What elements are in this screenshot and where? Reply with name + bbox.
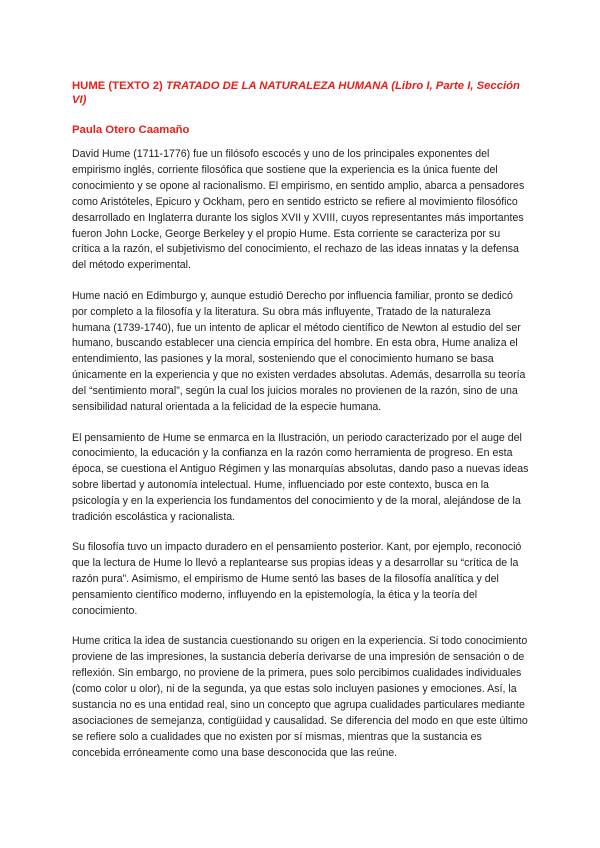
paragraph-enlightenment-context: El pensamiento de Hume se enmarca en la Ilustración, un periodo caracterizado por el auge del conocimiento, la educación y la confianza en la razón como herramienta de progreso. En esta época, se cuestiona el Antiguo Régimen y las monarquías absolutas, dando paso a nuevas ideas sobre libertad y autonomía intelectual. Hume, influenciado por este contexto, busca en la psicología y en la experiencia los fundamentos del conocimiento y de la moral, alejándose de la tradición escolástica y racionalista.: [72, 431, 529, 524]
paragraph-hume-biography: Hume nació en Edimburgo y, aunque estudió Derecho por influencia familiar, pronto se dedicó por completo a la filosofía y la literatura. Su obra más influyente, Tratado de la naturaleza humana (1739-1740), fue un intento de aplicar el método científico de Newton al estudio del ser humano, buscando establecer una ciencia empírica del hombre. En esta obra, Hume analiza el entendimiento, las pasiones y la moral, sosteniendo que el conocimiento humano se basa únicamente en la experiencia y que no existen verdades absolutas. Además, desarrolla su teoría del “sentimiento moral”, según la cual los juicios morales no provienen de la razón, sino de una sensibilidad natural orientada a la felicidad de la especie humana.: [72, 289, 526, 414]
paragraph-empiricism-intro: David Hume (1711-1776) fue un filósofo escocés y uno de los principales exponentes del empirismo inglés, corriente filosófica que sostiene que la experiencia es la única fuente del conocimiento y se opone al racionalismo. El empirismo, en sentido amplio, abarca a pensadores como Aristóteles, Epicuro y Ockham, pero en sentido estricto se refiere al movimiento filosófico desarrollado en Inglaterra durante los siglos XVII y XVIII, cuyos representantes más importantes fueron John Locke, George Berkeley y el propio Hume. Esta corriente se caracteriza por su crítica a la razón, el subjetivismo del conocimiento, el rechazo de las ideas innatas y la defensa del método experimental.: [72, 148, 525, 272]
title-section-reference: (Libro I, Parte I, Sección VI): [72, 80, 520, 106]
title-work-name: TRATADO DE LA NATURALEZA HUMANA: [165, 80, 389, 92]
title-prefix: HUME (TEXTO 2): [72, 80, 166, 92]
page-content: [72, 80, 530, 776]
author-name: Paula Otero Caamaño: [72, 124, 190, 136]
document-title: [72, 80, 530, 107]
paragraph-substance-critique: Hume critica la idea de sustancia cuestionando su origen en la experiencia. Si todo conocimiento proviene de las impresiones, la sustancia debería derivarse de una impresión de sensación o de reflexión. Sin embargo, no proviene de la primera, pues solo percibimos cualidades individuales (como color u olor), ni de la segunda, ya que estas solo incluyen pasiones y emociones. Así, la sustancia no es una entidad real, sino un concepto que agrupa cualidades particulares mediante asociaciones de semejanza, contigüidad y causalidad. Se diferencia del modo en que este último se refiere solo a cualidades que no existen por sí mismas, mientras que la sustancia es concebida erróneamente como una base desconocida que las reúne.: [72, 635, 528, 759]
paragraph-influence: Su filosofía tuvo un impacto duradero en el pensamiento posterior. Kant, por ejemplo, reconoció que la lectura de Hume lo llevó a replantearse sus propias ideas y a desarrollar su “crítica de la razón pura”. Asimismo, el empirismo de Hume sentó las bases de la filosofía analítica y del pensamiento científico moderno, influyendo en la epistemología, la ética y la teoría del conocimiento.: [72, 541, 522, 618]
